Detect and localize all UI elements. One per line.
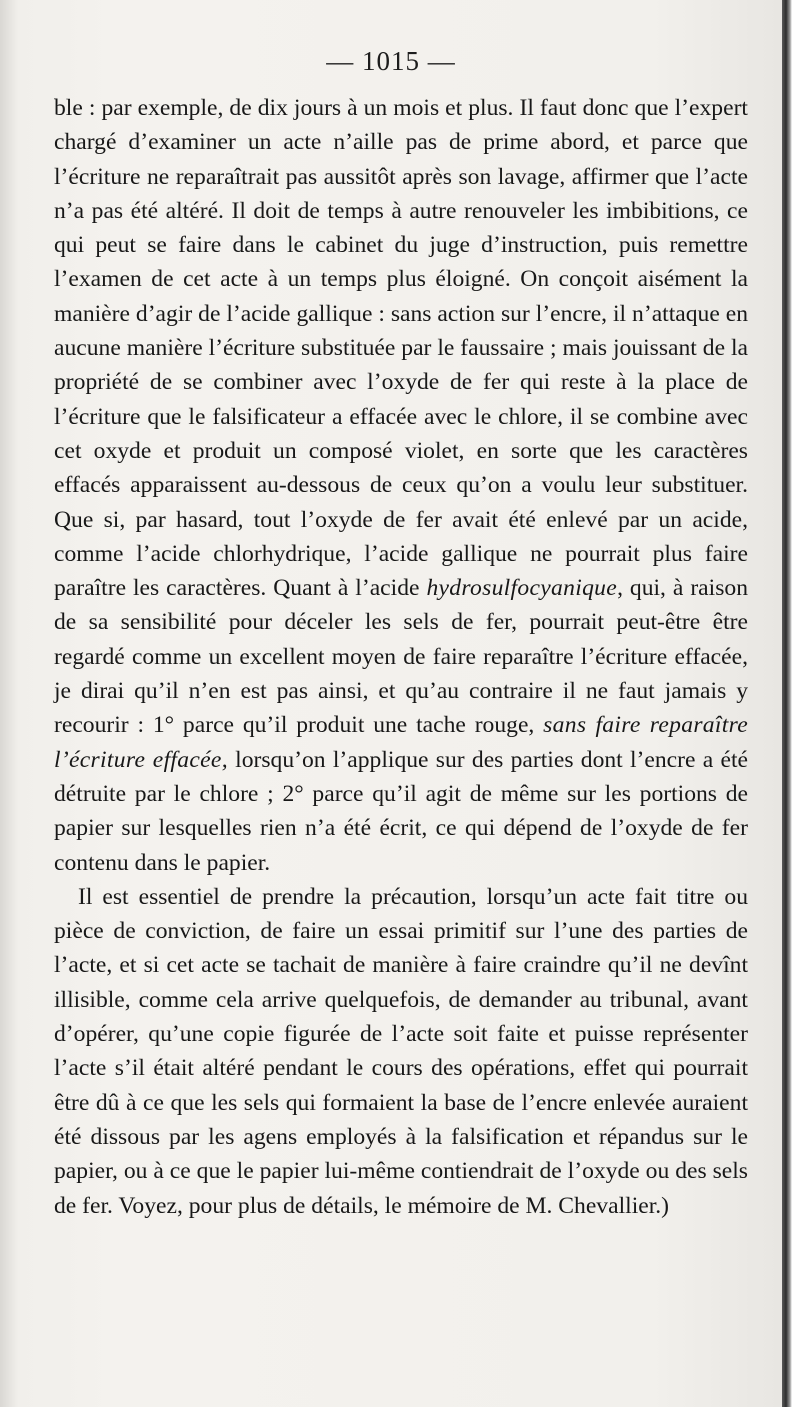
paragraph-1-italic-term: hydrosulfocyanique — [426, 575, 618, 602]
paragraph-1-segment-1: ble : par exemple, de dix jours à un mois et plus. Il faut donc que l’expert chargé d’examiner un acte n’aille pas de prime abord, et parce que l’écriture ne reparaîtrait pas aussitôt après son lavage, affirmer que l’acte n’a pas été altéré. Il doit de temps à autre renouveler les imbibitions, ce qui peut se faire dans le cabinet du juge d’instruction, puis remettre l’examen de cet acte à un temps plus éloigné. On conçoit aisément la manière d’agir de l’acide gallique : sans action sur l’encre, il n’attaque en aucune manière l’écriture substituée par le faussaire ; mais jouissant de la propriété de se combiner avec l’oxyde de fer qui reste à la place de l’écriture que le falsificateur a effacée avec le chlore, il se combine avec cet oxyde et produit un composé violet, en sorte que les caractères effacés apparaissent au-dessous de ceux qu’on a voulu leur substituer. Que si, par hasard, tout l’oxyde de fer avait été enlevé par un acide, comme l’acide chlorhydrique, l’acide gallique ne pourrait plus faire paraître les caractères. Quant à l’acide — [54, 95, 748, 602]
paragraph-1-segment-3: lorsqu’on l’applique sur des parties dont l’encre a été détruite par le chlore ; 2° parce qu’il agit de même sur les portions de papier sur lesquelles rien n’a été écrit, ce qui dépend de l’oxyde de fer contenu dans le papier. — [54, 746, 749, 876]
paragraph-1-italic-phrase: sans faire reparaître l’écriture effacée, — [54, 712, 748, 773]
page-edge-shadow — [782, 0, 800, 1407]
paragraph-1-segment-2: , qui, à raison de sa sensibilité pour déceler les sels de fer, pourrait peut-être être regardé comme un excellent moyen de faire reparaître l’écriture effacée, je dirai qu’il n’en est pas ainsi, et qu’au contraire il ne faut jamais y recourir : 1° parce qu’il produit une tache rouge, — [54, 575, 748, 739]
paragraph-2: Il est essentiel de prendre la précaution, lorsqu’un acte fait titre ou pièce de conviction, de faire un essai primitif sur l’une des parties de l’acte, et si cet acte se tachait de manière à faire craindre qu’il ne devînt illisible, comme cela arrive quelquefois, de demander au tribunal, avant d’opérer, qu’une copie figurée de l’acte soit faite et puisse représenter l’acte s’il était altéré pendant le cours des opérations, effet qui pourrait être dû à ce que les sels qui formaient la base de l’encre enlevée auraient été dissous par les agens employés à la falsification et répandus sur le papier, ou à ce que le papier lui-même contiendrait de l’oxyde ou des sels de fer. Voyez, pour plus de détails, le mémoire de M. Chevallier.) — [54, 883, 748, 1219]
body-text — [54, 91, 748, 1223]
page-number: — 1015 — — [326, 46, 456, 76]
paragraph-1 — [54, 91, 748, 880]
